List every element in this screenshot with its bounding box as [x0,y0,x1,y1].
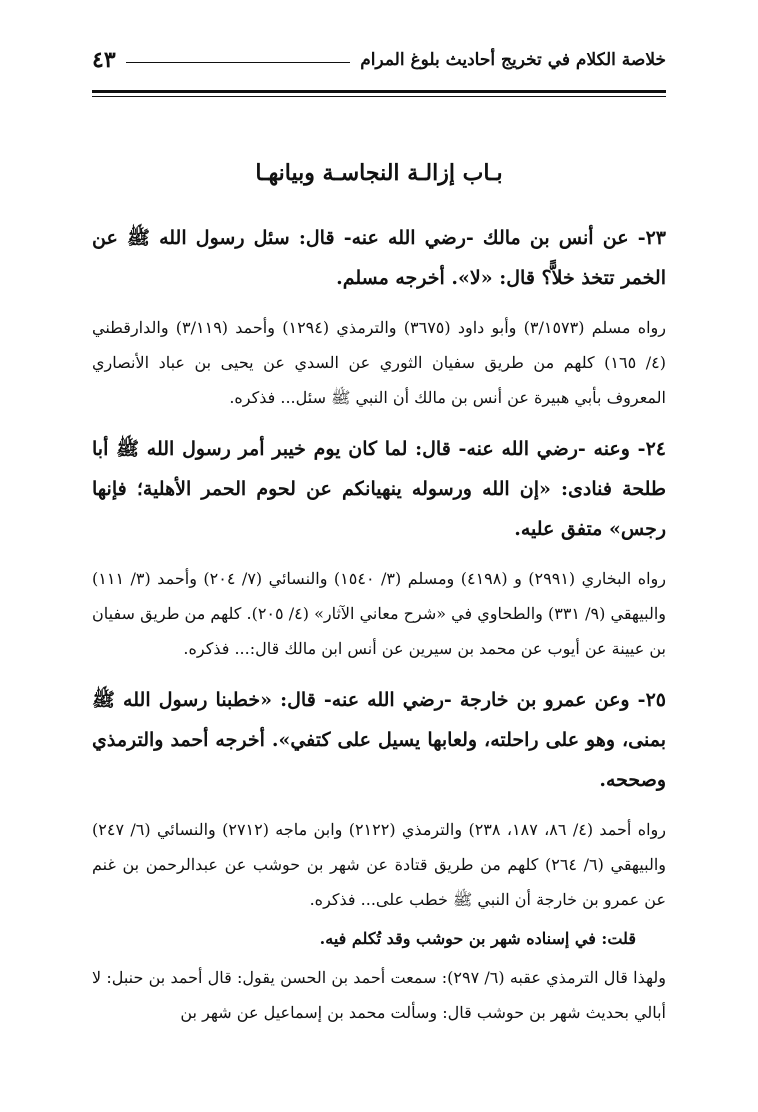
hadith-24-text: ٢٤- وعنه -رضي الله عنه- قال: لما كان يوم خيبر أمر رسول الله ﷺ أبا طلحة فنادى: «إن الله ورسوله ينهيانكم عن لحوم الحمر الأهلية؛ فإنها رجس» متفق عليه. [92,438,666,540]
hadith-25-note: قلت: في إسناده شهر بن حوشب وقد تُكلم فيه. [319,929,636,948]
header-double-rule [92,90,666,98]
page-body [92,148,666,1030]
header-rule [126,62,351,63]
running-header [92,40,666,80]
chapter-title: بـاب إزالـة النجاسـة وبيانهـا [255,160,503,186]
header-rule-thin [92,96,666,97]
hadith-24-takhrij: رواه البخاري (٢٩٩١) و (٤١٩٨) ومسلم (٣/ ١٥٤٠) والنسائي (٧/ ٢٠٤) وأحمد (٣/ ١١١) والبيهقي (٩/ ٣٣١) والطحاوي في «شرح معاني الآثار» (٤/ ٢٠٥). كلهم من طريق سفيان بن عيينة عن أيوب عن محمد بن سيرين عن أنس ابن مالك قال:... فذكره. [92,569,666,658]
hadith-23-takhrij: رواه مسلم (٣/١٥٧٣) وأبو داود (٣٦٧٥) والترمذي (١٢٩٤) وأحمد (٣/١١٩) والدارقطني (٤/ ١٦٥) كلهم من طريق سفيان الثوري عن السدي عن يحيى بن عباد الأنصاري المعروف بأبي هبيرة عن أنس بن مالك أن النبي ﷺ سئل... فذكره. [92,318,667,407]
header-rule-thick [92,90,666,93]
hadith-25-text: ٢٥- وعن عمرو بن خارجة -رضي الله عنه- قال: «خطبنا رسول الله ﷺ بمنى، وهو على راحلته، ولعابها يسيل على كتفي». أخرجه أحمد والترمذي وصححه. [92,689,666,791]
page-number: ٤٣ [92,47,116,73]
book-title: خلاصة الكلام في تخريج أحاديث بلوغ المرام [360,50,666,70]
hadith-25-takhrij: رواه أحمد (٤/ ٨٦، ١٨٧، ٢٣٨) والترمذي (٢١٢٢) وابن ماجه (٢٧١٢) والنسائي (٦/ ٢٤٧) والبيهقي (٦/ ٢٦٤) كلهم من طريق قتادة عن شهر بن حوشب عن عبدالرحمن بن غنم عن عمرو بن خارجة أن النبي ﷺ خطب على... فذكره. [92,820,667,909]
hadith-25-quote: ولهذا قال الترمذي عقبه (٦/ ٢٩٧): سمعت أحمد بن الحسن يقول: قال أحمد بن حنبل: لا أبالي بحديث شهر بن حوشب قال: وسألت محمد بن إسماعيل عن شهر بن [92,968,666,1022]
hadith-23-text: ٢٣- عن أنس بن مالك -رضي الله عنه- قال: سئل رسول الله ﷺ عن الخمر تتخذ خلاًّ؟ قال: «لا». أخرجه مسلم. [92,227,666,289]
